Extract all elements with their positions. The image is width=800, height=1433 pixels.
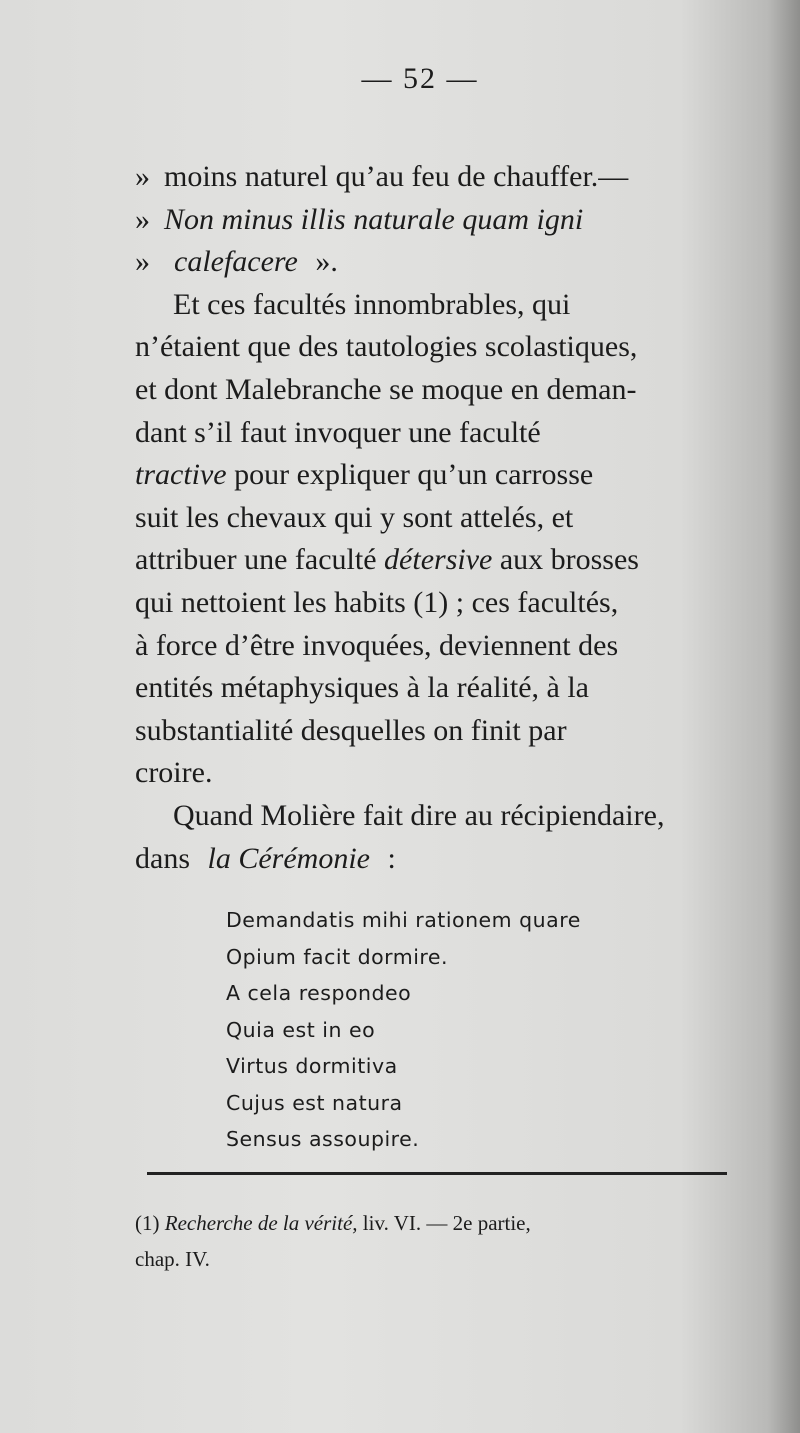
- verse-line: Opium facit dormire.: [226, 944, 449, 969]
- text-line-15: croire.: [135, 756, 213, 790]
- verse-line: Sensus assoupire.: [226, 1127, 420, 1151]
- footnote-source: Recherche de la vérité,: [164, 1211, 358, 1235]
- text-line-6: et dont Malebranche se moque en deman-: [135, 372, 637, 406]
- text-line-14: substantialité desquelles on finit par: [135, 713, 567, 747]
- quote-mark: »: [135, 245, 150, 279]
- text-line-17: dans la Cérémonie :: [135, 841, 396, 875]
- quote-mark: »: [135, 202, 150, 236]
- quote-mark: »: [135, 160, 150, 193]
- text-line-12: à force d’être invoquées, deviennent des: [135, 628, 619, 662]
- verse-line: Demandatis mihi rationem quare: [226, 908, 581, 932]
- footnote-reference: liv. VI. — 2e partie,: [362, 1211, 531, 1235]
- text-line-11: qui nettoient les habits (1) ; ces facultés,: [135, 585, 619, 619]
- text-line-3: » calefacere ».: [135, 245, 338, 279]
- footnote: [135, 1205, 735, 1277]
- verse-line: Virtus dormitiva: [226, 1054, 398, 1078]
- page-number: — 52 —: [361, 62, 479, 95]
- text-line-7: dant s’il faut invoquer une faculté: [135, 415, 541, 449]
- text-line-2: » Non minus illis naturale quam igni: [135, 202, 584, 236]
- verse-quotation: [226, 908, 666, 1164]
- text-line-5: n’étaient que des tautologies scolastiques,: [135, 330, 638, 364]
- footnote-mark: (1): [135, 1211, 160, 1235]
- footnote-line-1: [135, 1205, 735, 1241]
- text-line-4: Et ces facultés innombrables, qui: [173, 287, 571, 321]
- text-line-16: Quand Molière fait dire au récipiendaire,: [173, 798, 665, 832]
- footnote-divider: [147, 1172, 727, 1175]
- verse-line: Quia est in eo: [226, 1017, 376, 1042]
- text-line-10: attribuer une faculté détersive aux brosses: [135, 543, 639, 577]
- text-line-1: » moins naturel qu’au feu de chauffer.—: [135, 160, 629, 193]
- text-line-8: tractive pour expliquer qu’un carrosse: [135, 458, 594, 492]
- text-line-13: entités métaphysiques à la réalité, à la: [135, 671, 589, 705]
- verse-line: Cujus est natura: [226, 1090, 403, 1115]
- text-line-9: suit les chevaux qui y sont attelés, et: [135, 500, 574, 534]
- verse-line: A cela respondeo: [226, 981, 412, 1005]
- body-text: [135, 160, 725, 884]
- footnote-line-2: chap. IV.: [135, 1247, 210, 1271]
